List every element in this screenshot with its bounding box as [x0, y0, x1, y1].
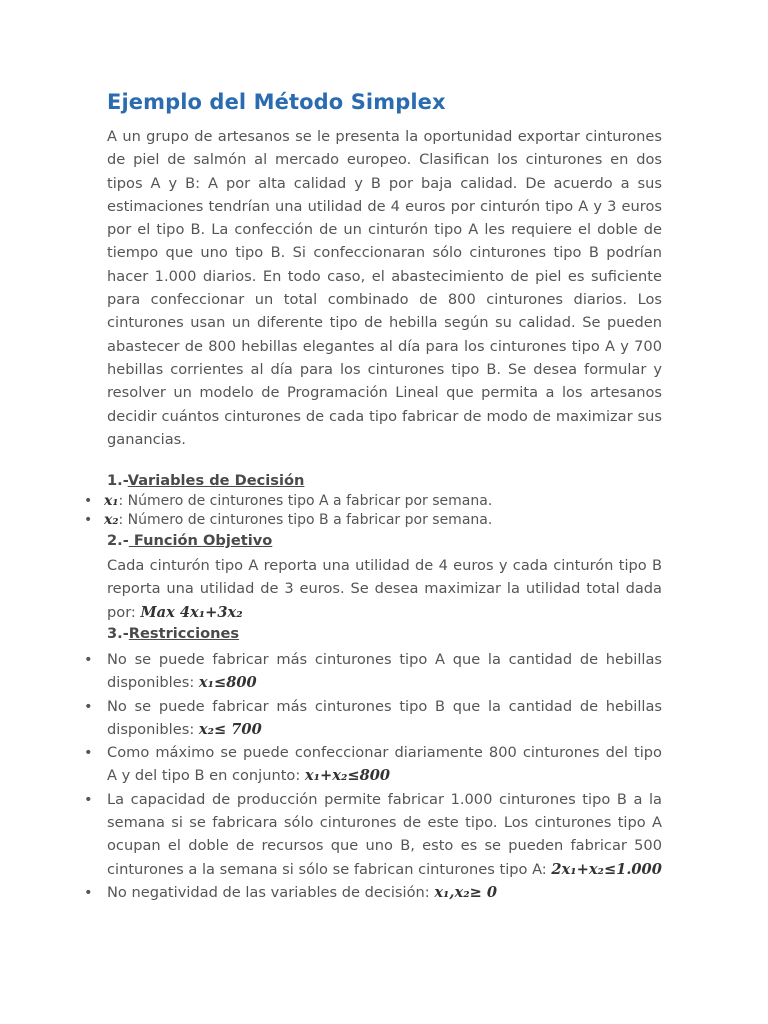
- section-number: 1.-: [107, 472, 128, 489]
- list-item-text: No se puede fabricar más cinturones tipo A que la cantidad de hebillas disponibles:: [107, 651, 662, 692]
- objective-formula: Max 4x₁+3x₂: [140, 603, 243, 621]
- list-item: [0, 511, 700, 530]
- variables-list: [0, 492, 700, 530]
- bullet-icon: •: [84, 790, 93, 808]
- list-item: [0, 788, 662, 881]
- bullet-icon: •: [84, 883, 93, 901]
- list-item: [0, 695, 662, 742]
- bullet-icon: •: [84, 697, 93, 715]
- section-constraints-heading: [107, 625, 239, 642]
- intro-paragraph: A un grupo de artesanos se le presenta la oportunidad exportar cinturones de piel de salmón al mercado europeo. Clasifican los cinturones en dos tipos A y B: A por alta calidad y B por baja calidad. De acuerdo a sus estimaciones tendrían una utilidad de 4 euros por cinturón tipo A y 3 euros por el tipo B. La confección de un cinturón tipo A les requiere el doble de tiempo que uno tipo B. Si confeccionaran sólo cinturones tipo B podrían hacer 1.000 diarios. En todo caso, el abastecimiento de piel es suficiente para confeccionar un total combinado de 800 cinturones diarios. Los cinturones usan un diferente tipo de hebilla según su calidad. Se pueden abastecer de 800 hebillas elegantes al día para los cinturones tipo A y 700 hebillas corrientes al día para los cinturones tipo B. Se desea formular y resolver un modelo de Programación Lineal que permita a los artesanos decidir cuántos cinturones de cada tipo fabricar de modo de maximizar sus ganancias.: [107, 128, 662, 448]
- page-title: Ejemplo del Método Simplex: [107, 90, 446, 114]
- bullet-icon: •: [84, 744, 93, 762]
- list-item-text: Como máximo se puede confeccionar diariamente 800 cinturones del tipo A y del tipo B en conjunto:: [107, 744, 662, 785]
- list-item: [0, 741, 662, 788]
- bullet-icon: •: [84, 512, 93, 528]
- section-variables-heading: [107, 472, 304, 489]
- section-name: Función Objetivo: [128, 532, 273, 549]
- constraint-formula: x₁,x₂≥ 0: [434, 883, 498, 901]
- list-item-text: No se puede fabricar más cinturones tipo B que la cantidad de hebillas disponibles:: [107, 697, 662, 738]
- list-item-text: : Número de cinturones tipo A a fabricar por semana.: [118, 493, 493, 509]
- objective-text: Cada cinturón tipo A reporta una utilidad de 4 euros y cada cinturón tipo B reporta una utilidad de 3 euros. Se desea maximizar la utilidad total dada por:: [107, 557, 662, 621]
- list-item-text: : Número de cinturones tipo B a fabricar por semana.: [118, 512, 493, 528]
- list-item-text: No negatividad de las variables de decisión:: [107, 883, 435, 901]
- section-name: Restricciones: [128, 625, 240, 642]
- section-number: 2.-: [107, 532, 129, 549]
- constraint-formula: x₂≤ 700: [198, 720, 262, 738]
- variable-symbol: x₂: [104, 512, 119, 528]
- constraint-formula: x₁+x₂≤800: [304, 767, 391, 785]
- variable-symbol: x₁: [104, 493, 119, 509]
- list-item: [0, 881, 662, 904]
- constraint-formula: 2x₁+x₂≤1.000: [551, 860, 662, 878]
- list-item: [0, 492, 700, 511]
- constraint-formula: x₁≤800: [198, 674, 257, 692]
- bullet-icon: •: [84, 651, 93, 668]
- list-item: [0, 648, 662, 695]
- section-name: Variables de Decisión: [127, 472, 305, 489]
- constraints-list: [0, 648, 700, 904]
- bullet-icon: •: [84, 493, 93, 509]
- objective-paragraph: [107, 554, 662, 624]
- list-item-text: La capacidad de producción permite fabricar 1.000 cinturones tipo B a la semana si se fabricara sólo cinturones de este tipo. Los cinturones tipo A ocupan el doble de recursos que uno B, esto es se pueden fabricar 500 cinturones a la semana si sólo se fabrican cinturones tipo A:: [107, 790, 662, 878]
- section-objective-heading: [107, 532, 272, 549]
- section-number: 3.-: [107, 625, 129, 642]
